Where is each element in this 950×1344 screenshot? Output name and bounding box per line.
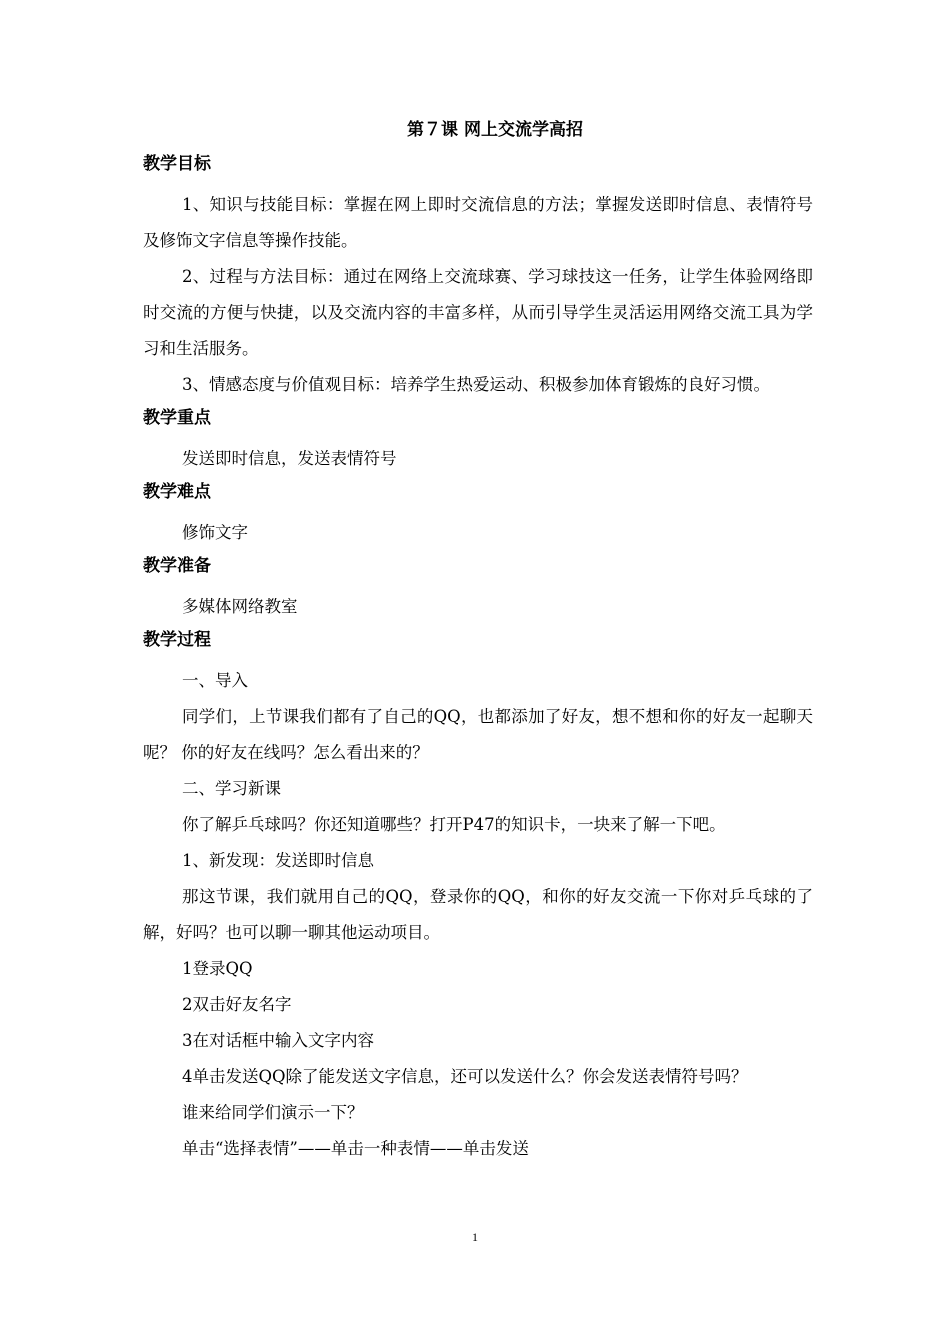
process-new-lesson-heading: 二、学习新课 <box>182 779 281 798</box>
document-body <box>143 151 813 1167</box>
key-points-text: 发送即时信息，发送表情符号 <box>182 449 397 468</box>
process-step-2: 2双击好友名字 <box>182 995 292 1014</box>
objective-attitude: 3、情感态度与价值观目标：培养学生热爱运动、积极参加体育锻炼的良好习惯。 <box>182 375 770 394</box>
process-step-4: 4单击发送QQ除了能发送文字信息，还可以发送什么？你会发送表情符号吗？ <box>182 1067 748 1086</box>
process-emoji-steps: 单击“选择表情”——单击一种表情——单击发送 <box>182 1139 529 1158</box>
difficulties-text: 修饰文字 <box>182 523 248 542</box>
process-intro-text: 同学们，上节课我们都有了自己的QQ，也都添加了好友，想不想和你的好友一起聊天呢？ 你的好友在线吗？怎么看出来的？ <box>143 707 813 762</box>
heading-objectives: 教学目标 <box>143 154 211 174</box>
process-intro-heading: 一、导入 <box>182 671 248 690</box>
page-number: 1 <box>472 1230 478 1244</box>
process-step-3: 3在对话框中输入文字内容 <box>182 1031 374 1050</box>
process-table-tennis-text: 你了解乒乓球吗？你还知道哪些？打开P47的知识卡，一块来了解一下吧。 <box>182 815 726 834</box>
heading-process: 教学过程 <box>143 630 211 650</box>
process-step-1: 1登录QQ <box>182 959 253 978</box>
heading-key-points: 教学重点 <box>143 408 211 428</box>
heading-difficulties: 教学难点 <box>143 482 211 502</box>
process-demo-question: 谁来给同学们演示一下？ <box>182 1103 364 1122</box>
heading-preparation: 教学准备 <box>143 556 211 576</box>
lesson-title: 第７课 网上交流学高招 <box>407 120 583 140</box>
preparation-text: 多媒体网络教室 <box>182 597 298 616</box>
process-discovery-heading: 1、新发现：发送即时信息 <box>182 851 374 870</box>
objective-knowledge: 1、知识与技能目标：掌握在网上即时交流信息的方法；掌握发送即时信息、表情符号及修饰文字信息等操作技能。 <box>143 195 813 250</box>
objective-process: 2、过程与方法目标：通过在网络上交流球赛、学习球技这一任务，让学生体验网络即时交流的方便与快捷，以及交流内容的丰富多样，从而引导学生灵活运用网络交流工具为学习和生活服务。 <box>143 267 813 358</box>
process-discovery-text: 那这节课，我们就用自己的QQ，登录你的QQ，和你的好友交流一下你对乒乓球的了解，好吗？也可以聊一聊其他运动项目。 <box>143 887 813 942</box>
